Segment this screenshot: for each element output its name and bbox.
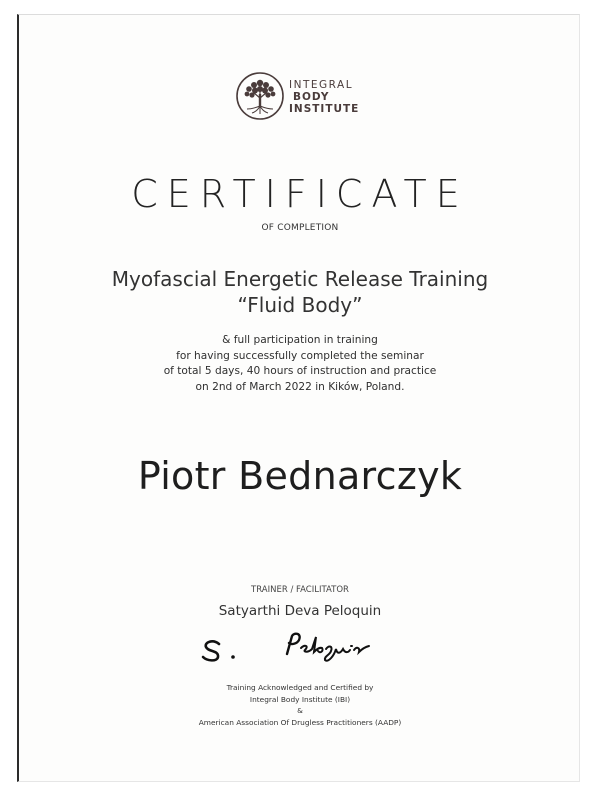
ack-line: Integral Body Institute (IBI) [249,694,351,704]
ack-line: American Association Of Drugless Practitioners (AADP) [198,717,402,727]
logo-line-3: INSTITUTE [289,103,360,115]
logo-line-2: BODY [293,91,330,103]
details-line: of total 5 days, 40 hours of instruction and practice [163,365,437,377]
trainer-signature [195,624,405,664]
certificate-subtitle: OF COMPLETION [261,223,339,233]
ack-line: & [297,706,303,715]
trainer-name: Satyarthi Deva Peloquin [218,603,382,619]
logo-line-1: INTEGRAL [289,79,354,91]
certificate-frame [17,14,580,782]
acknowledgement [0,682,600,728]
details-line: for having successfully completed the seminar [176,349,424,362]
details-line: on 2nd of March 2022 in Kików, Poland. [195,380,405,393]
certificate-title: CERTIFICATE [131,172,469,216]
completion-details [0,333,600,395]
course-name: Myofascial Energetic Release Training [111,267,489,291]
trainer-label: TRAINER / FACILITATOR [251,585,349,595]
institute-logo [235,71,375,121]
recipient-name: Piotr Bednarczyk [137,454,463,498]
institute-name [289,79,359,115]
ack-line: Training Acknowledged and Certified by [226,683,374,692]
course-subtitle: “Fluid Body” [237,293,363,317]
tree-icon [235,71,285,121]
course-title [0,266,600,318]
details-line: & full participation in training [222,334,378,346]
